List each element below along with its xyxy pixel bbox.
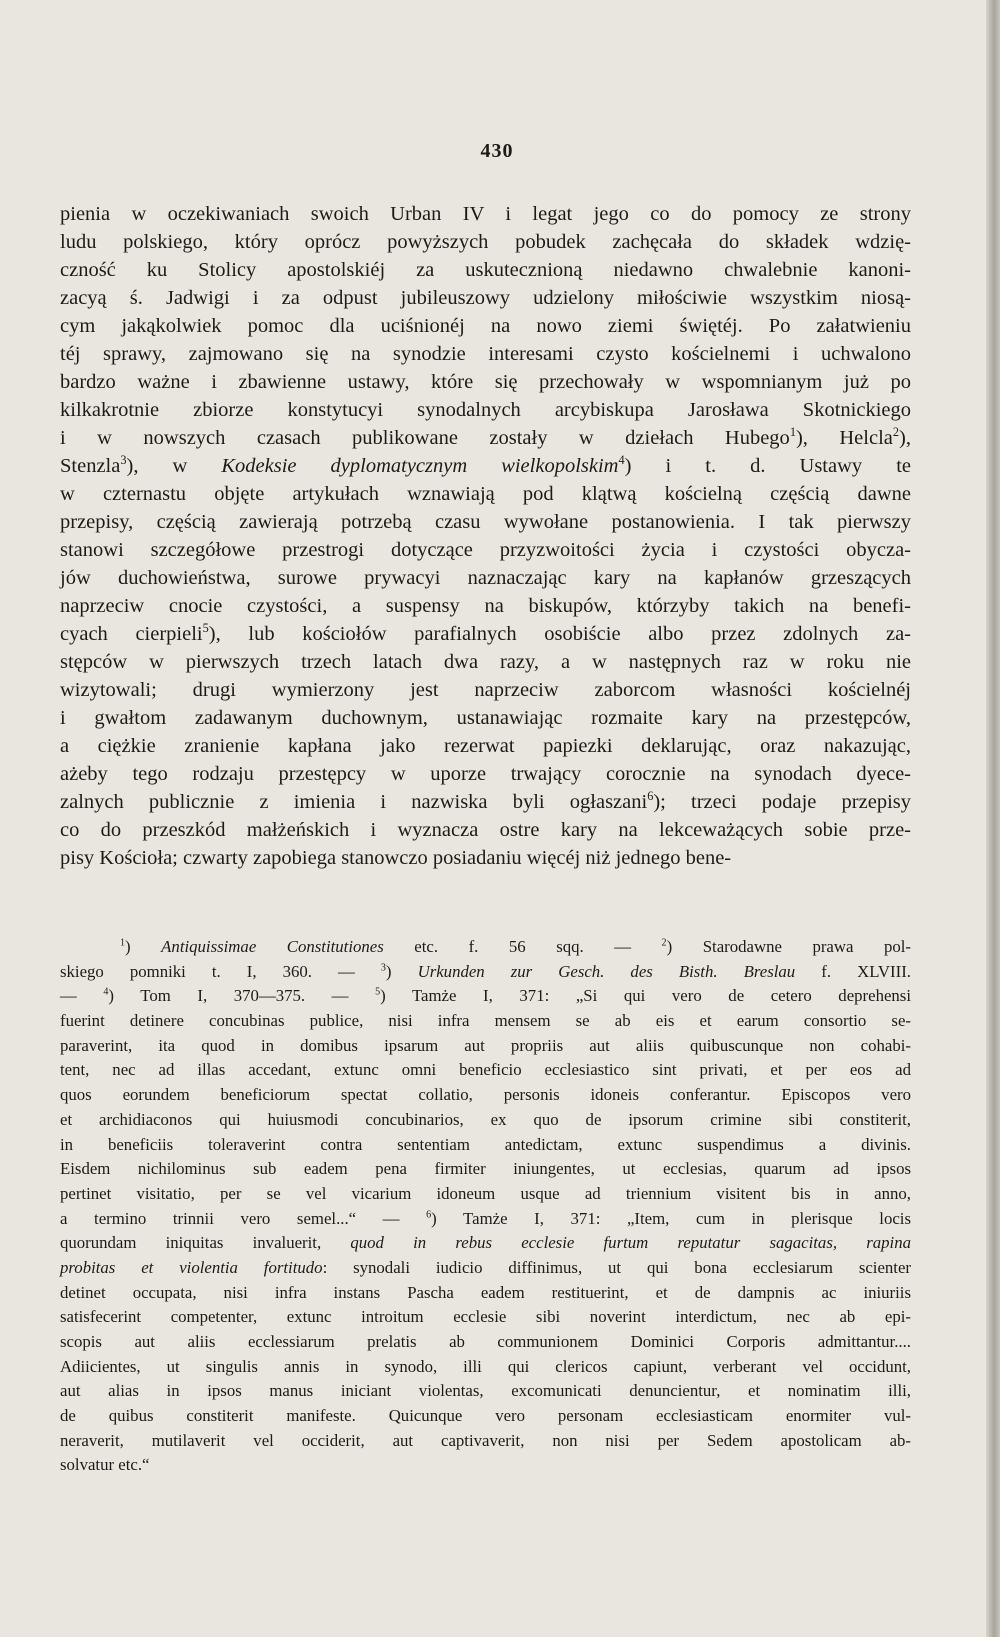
text-line [60,732,911,760]
text-run: cym jakąkolwiek pomoc dla uciśnionéj na nowo ziemi świętéj. Po załatwieniu [60,315,911,337]
footnote-line [60,1083,911,1108]
text-run: ) Starodawne prawa pol- [666,937,911,956]
text-run: Adiicientes, ut singulis annis in synodo, illi qui clericos capiunt, verberant vel occidunt, [60,1356,911,1376]
text-line [60,844,911,872]
text-run: detinet occupata, nisi infra instans Pascha eadem restituerint, et de dampnis ac iniuriis [60,1282,911,1302]
text-run: ), Helcla [795,427,893,449]
italic-text: Urkunden zur Gesch. des Bisth. Breslau [417,961,796,981]
text-run: stępców w pierwszych trzech latach dwa razy, a w następnych raz w roku nie [60,651,911,673]
main-text-body [60,200,911,900]
text-run: scopis aut aliis ecclessiarum prelatis ab communionem Dominici Corporis admittantur.... [60,1332,911,1351]
italic-text: Kodeksie dyplomatycznym wielkopolskim [221,455,619,477]
text-run: ), [899,427,911,449]
footnote-marker: 2 [661,937,667,949]
footnote-line [60,1453,911,1478]
text-run: jów duchowieństwa, surowe prywacyi naznaczając kary na kapłanów grzeszących [60,567,911,589]
text-run: quos eorundem beneficiorum spectat collatio, personis idoneis conferantur. Episcopos vero [60,1085,911,1105]
text-run: a termino trinnii vero semel...“ — [60,1208,427,1228]
text-run: zalnych publicznie z imienia i nazwiska byli ogłaszani [60,791,648,813]
text-run: Eisdem nichilominus sub eadem pena firmiter iniungentes, ut ecclesias, quarum ad ipsos [60,1159,911,1179]
text-run: przepisy, częścią zawierają potrzebą czasu wywołane postanowienia. I tak pierwszy [60,511,911,533]
text-run: bardzo ważne i zbawienne ustawy, które się przechowały w wspomnianym już po [60,371,911,393]
text-run: ) Tamże I, 371: „Item, cum in plerisque locis [431,1208,911,1228]
text-run: téj sprawy, zajmowano się na synodzie interesami czysto kościelnemi i uchwalono [60,343,911,365]
footnote-marker: 4 [103,986,109,998]
italic-text: probitas et violentia fortitudo [60,1257,323,1277]
text-run: de quibus constiterit manifeste. Quicunque vero personam ecclesiasticam enormiter vul- [60,1406,911,1426]
footnote-line [60,1305,911,1330]
text-line [60,284,911,312]
text-line [60,396,911,424]
text-run: paraverint, ita quod in domibus ipsarum aut propriis aut aliis quibuscunque non cohabi- [60,1035,911,1055]
text-run: wizytowali; drugi wymierzony jest naprzeciw zaborcom własności kościelnéj [60,679,911,701]
footnote-line [60,1009,911,1034]
footnote-line [60,1355,911,1380]
footnote-line [60,984,911,1009]
footnote-line [60,935,911,960]
text-run: : synodali iudicio diffinimus, ut qui bona ecclesiarum scienter [322,1257,912,1277]
text-run: pienia w oczekiwaniach swoich Urban IV i legat jego co do pomocy ze strony [60,203,911,225]
text-run: ) Tamże I, 371: „Si qui vero de cetero deprehensi [380,986,911,1006]
text-line [60,256,911,284]
text-line [60,676,911,704]
footnote-marker: 1 [789,425,796,440]
text-line [60,424,911,452]
text-run: i gwałtom zadawanym duchownym, ustanawiając rozmaite kary na przestępców, [60,707,911,729]
text-run: co do przeszkód małżeńskich i wyznacza ostre kary na lekceważących sobie prze- [60,819,911,841]
text-run: pisy Kościoła; czwarty zapobiega stanowczo posiadaniu więcéj niż jednego bene- [60,847,732,869]
text-run: solvatur etc.“ [60,1455,150,1475]
text-line [60,508,911,536]
text-run: fuerint detinere concubinas publice, nisi infra mensem se ab eis et earum consortio se- [60,1011,911,1031]
text-run: f. XLVIII. [795,961,911,981]
text-run: neraverit, mutilaverit vel occiderit, aut captivaverit, non nisi per Sedem apostolicam ab- [60,1430,911,1450]
footnote-line [60,1034,911,1059]
text-run: in beneficiis toleraverint contra sententiam antedictam, extunc suspendimus a divinis. [60,1134,911,1154]
footnote-line [60,1256,911,1281]
footnote-marker: 3 [380,962,386,974]
text-line [60,788,911,816]
text-run: stanowi szczegółowe przestrogi dotyczące przyzwoitości życia i czystości obycza- [60,539,911,561]
text-line [60,704,911,732]
text-line [60,480,911,508]
text-run: pertinet visitatio, per se vel vicarium idoneum usque ad triennium visitent bis in anno, [60,1183,911,1203]
text-line [60,312,911,340]
footnote-line [60,1108,911,1133]
text-line [60,620,911,648]
footnote-marker: 1 [120,937,126,949]
footnote-marker: 3 [120,453,127,468]
text-run: tent, nec ad illas accedant, extunc omni beneficio ecclesiastico sint privati, et per eos ad [60,1060,911,1080]
text-run: ), lub kościołów parafialnych osobiście albo przez zdolnych za- [208,623,911,645]
text-run: zacyą ś. Jadwigi i za odpust jubileuszowy udzielony miłościwie wszystkim niosą- [60,287,911,309]
italic-text: quod in rebus ecclesie furtum reputatur sagacitas, rapina [350,1233,912,1253]
footnote-line [60,1058,911,1083]
footnote-marker: 2 [892,425,900,440]
footnote-marker: 4 [618,453,625,468]
text-run: ) [125,937,162,956]
text-run: quorundam iniquitas invaluerit, [60,1233,351,1253]
footnote-line [60,1330,911,1355]
footnote-line [60,1182,911,1207]
footnote-marker: 6 [647,789,654,804]
text-run: naprzeciw cnocie czystości, a suspensy na biskupów, którzyby takich na benefi- [60,595,911,617]
text-run: ); trzeci podaje przepisy [653,791,911,813]
text-run: et archidiaconos qui huiusmodi concubinarios, ex quo de ipsorum crimine sibi constiterit, [60,1109,911,1129]
text-run: Stenzla [60,455,121,477]
italic-text: Antiquissimae Constitutiones [161,937,384,956]
text-run: cyach cierpieli [60,623,203,645]
footnote-line [60,1379,911,1404]
text-line [60,648,911,676]
text-run: aut alias in ipsos manus iniciant violentas, excomunicati denuncientur, et nominatim illi, [60,1381,911,1401]
page-number: 430 [480,140,514,162]
text-run: a ciężkie zranienie kapłana jako rezerwat papiezki deklarując, oraz nakazując, [60,735,911,757]
text-line [60,564,911,592]
footnote-line [60,1404,911,1429]
text-run: czność ku Stolicy apostolskiéj za uskutecznioną niedawno chwalebnie kanoni- [60,259,911,281]
text-run: w czternastu objęte artykułach wznawiają pod klątwą kościelną częścią dawne [60,483,911,505]
footnote-line [60,1157,911,1182]
footnote-marker: 5 [202,621,209,636]
footnote-line [60,1281,911,1306]
text-run: skiego pomniki t. I, 360. — [60,961,381,981]
text-line [60,592,911,620]
page-edge-shadow [986,0,1000,1637]
text-line [60,228,911,256]
text-run: satisfecerint competenter, extunc introitum ecclesie sibi noverint interdictum, nec ab epi- [60,1307,911,1327]
text-line [60,340,911,368]
text-run: kilkakrotnie zbiorze konstytucyi synodalnych arcybiskupa Jarosława Skotnickiego [60,399,911,421]
text-line [60,368,911,396]
footnote-marker: 5 [375,986,381,998]
text-run: ludu polskiego, który oprócz powyższych pobudek zachęcała do składek wdzię- [60,231,911,253]
text-run: ) i t. d. Ustawy te [624,455,911,477]
text-run: i w nowszych czasach publikowane zostały w dziełach Hubego [60,427,790,449]
text-line [60,760,911,788]
footnote-line [60,1231,911,1256]
text-line [60,816,911,844]
text-line [60,452,911,480]
footnote-line [60,960,911,985]
text-run: ) [385,961,418,981]
text-run: ), w [126,455,222,477]
text-line [60,536,911,564]
text-run: etc. f. 56 sqq. — [383,937,662,956]
text-run: ) Tom I, 370—375. — [108,986,376,1006]
footnote-line [60,1207,911,1232]
footnote-marker: 6 [426,1208,432,1220]
text-run: ażeby tego rodzaju przestępcy w uporze trwający corocznie na synodach dyece- [60,763,911,785]
footnote-line [60,1133,911,1158]
footnote-line [60,1429,911,1454]
text-line [60,200,911,228]
footnotes-block [60,935,912,1475]
text-run: — [60,986,104,1006]
